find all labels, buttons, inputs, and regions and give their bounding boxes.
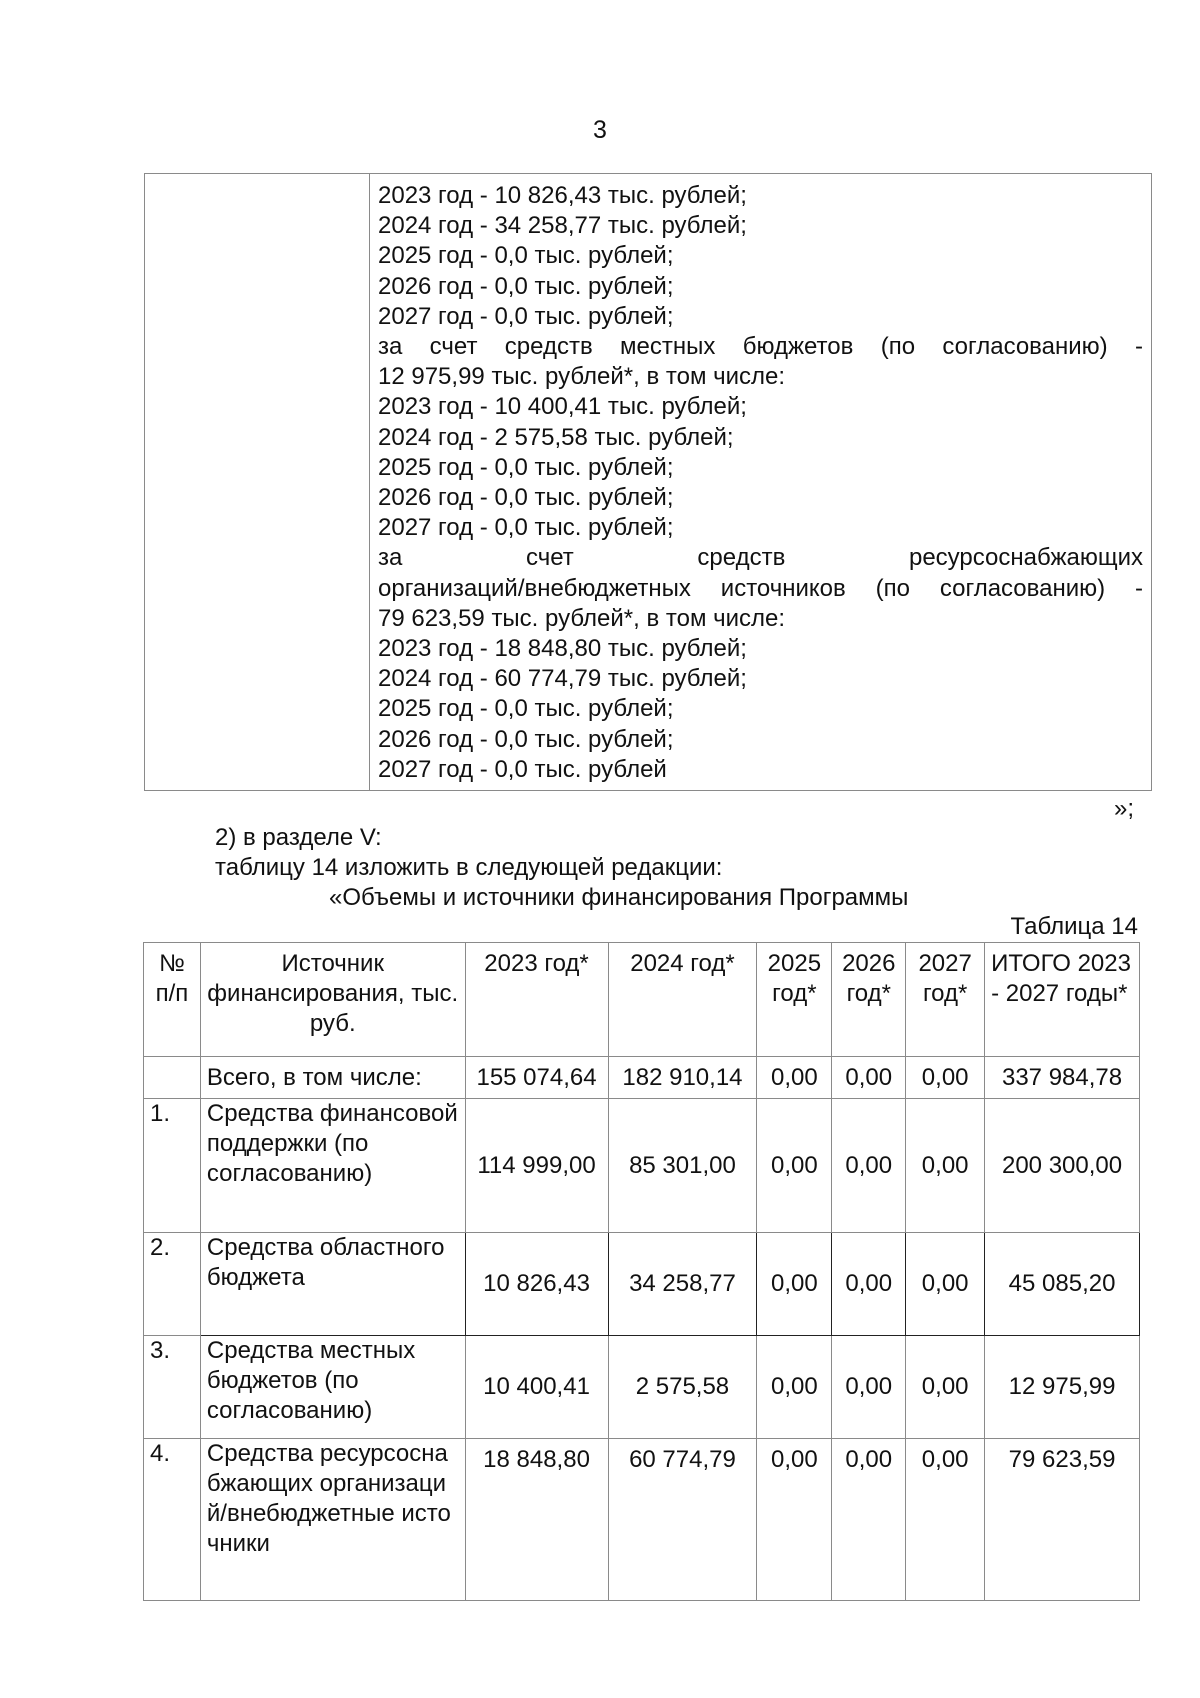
value-2027: 0,00 xyxy=(906,1099,985,1233)
breakdown-line: 79 623,59 тыс. рублей*, в том числе: xyxy=(378,604,786,632)
value-2025: 0,00 xyxy=(757,1439,832,1601)
breakdown-line: 2027 год - 0,0 тыс. рублей; xyxy=(378,302,674,330)
financing-table xyxy=(143,942,1140,1601)
row-number: 4. xyxy=(144,1439,201,1601)
instruction-line: таблицу 14 изложить в следующей редакции: xyxy=(215,854,723,881)
section-line: 2) в разделе V: xyxy=(215,824,382,851)
row-number: 3. xyxy=(144,1336,201,1439)
value-2023: 10 826,43 xyxy=(465,1233,608,1336)
breakdown-line: 2024 год - 60 774,79 тыс. рублей; xyxy=(378,665,747,693)
header-2026: 2026 год* xyxy=(832,943,906,1057)
row-source: Средства ресурсоснабжающих организаций/внебюджетные источники xyxy=(200,1439,465,1601)
value-2027: 0,00 xyxy=(906,1057,985,1099)
table-header-row xyxy=(144,943,1140,1057)
row-number: 2. xyxy=(144,1233,201,1336)
value-total: 79 623,59 xyxy=(985,1439,1140,1601)
breakdown-line: 2024 год - 2 575,58 тыс. рублей; xyxy=(378,423,734,451)
row-number: 1. xyxy=(144,1099,201,1233)
breakdown-line: 2023 год - 10 400,41 тыс. рублей; xyxy=(378,393,747,421)
value-total: 337 984,78 xyxy=(985,1057,1140,1099)
breakdown-line: 2025 год - 0,0 тыс. рублей; xyxy=(378,242,674,270)
value-total: 45 085,20 xyxy=(985,1233,1140,1336)
breakdown-line: 2027 год - 0,0 тыс. рублей; xyxy=(378,514,674,542)
value-2024: 2 575,58 xyxy=(608,1336,757,1439)
breakdown-line: за счет средств ресурсоснабжающих xyxy=(378,544,1143,572)
value-2027: 0,00 xyxy=(906,1233,985,1336)
value-2025: 0,00 xyxy=(757,1336,832,1439)
value-2026: 0,00 xyxy=(832,1057,906,1099)
value-2023: 18 848,80 xyxy=(465,1439,608,1601)
header-total: ИТОГО 2023 - 2027 годы* xyxy=(985,943,1140,1057)
header-2024: 2024 год* xyxy=(608,943,757,1057)
value-2025: 0,00 xyxy=(757,1099,832,1233)
row-source: Средства финансовой поддержки (по согласованию) xyxy=(200,1099,465,1233)
value-2023: 155 074,64 xyxy=(465,1057,608,1099)
row-source: Всего, в том числе: xyxy=(200,1057,465,1099)
table-title: «Объемы и источники финансирования Программы xyxy=(329,884,909,911)
value-2024: 85 301,00 xyxy=(608,1099,757,1233)
breakdown-line: 2023 год - 18 848,80 тыс. рублей; xyxy=(378,635,747,663)
breakdown-line: 2026 год - 0,0 тыс. рублей; xyxy=(378,725,674,753)
value-2026: 0,00 xyxy=(832,1233,906,1336)
breakdown-line: 2027 год - 0,0 тыс. рублей xyxy=(378,755,667,783)
breakdown-line: 12 975,99 тыс. рублей*, в том числе: xyxy=(378,363,786,391)
value-2025: 0,00 xyxy=(757,1233,832,1336)
value-total: 200 300,00 xyxy=(985,1099,1140,1233)
value-2026: 0,00 xyxy=(832,1439,906,1601)
value-2025: 0,00 xyxy=(757,1057,832,1099)
value-2026: 0,00 xyxy=(832,1336,906,1439)
empty-label-cell xyxy=(145,174,370,791)
header-2023: 2023 год* xyxy=(465,943,608,1057)
table-row xyxy=(144,1233,1140,1336)
value-2023: 114 999,00 xyxy=(465,1099,608,1233)
header-source: Источник финансирования, тыс. руб. xyxy=(200,943,465,1057)
breakdown-line: 2024 год - 34 258,77 тыс. рублей; xyxy=(378,212,747,240)
row-source: Средства областного бюджета xyxy=(200,1233,465,1336)
row-source: Средства местных бюджетов (по согласованию) xyxy=(200,1336,465,1439)
breakdown-line: 2023 год - 10 826,43 тыс. рублей; xyxy=(378,182,747,209)
table-row xyxy=(144,1057,1140,1099)
funding-breakdown-cell xyxy=(370,174,1152,791)
breakdown-line: 2025 год - 0,0 тыс. рублей; xyxy=(378,695,674,723)
closing-quote: »; xyxy=(1114,795,1135,822)
breakdown-line: за счет средств местных бюджетов (по согласованию) - xyxy=(378,333,1143,361)
table-row xyxy=(144,1439,1140,1601)
value-2027: 0,00 xyxy=(906,1336,985,1439)
table-row xyxy=(144,1336,1140,1439)
value-2024: 182 910,14 xyxy=(608,1057,757,1099)
value-2027: 0,00 xyxy=(906,1439,985,1601)
breakdown-line: 2025 год - 0,0 тыс. рублей; xyxy=(378,453,674,481)
table-caption: Таблица 14 xyxy=(1010,913,1138,940)
table-row xyxy=(144,1099,1140,1233)
value-total: 12 975,99 xyxy=(985,1336,1140,1439)
breakdown-line: организаций/внебюджетных источников (по согласованию) - xyxy=(378,574,1143,602)
row-number xyxy=(144,1057,201,1099)
value-2026: 0,00 xyxy=(832,1099,906,1233)
header-2025: 2025 год* xyxy=(757,943,832,1057)
continuation-table xyxy=(144,173,1152,791)
breakdown-line: 2026 год - 0,0 тыс. рублей; xyxy=(378,272,674,300)
breakdown-line: 2026 год - 0,0 тыс. рублей; xyxy=(378,484,674,512)
header-2027: 2027 год* xyxy=(906,943,985,1057)
value-2024: 34 258,77 xyxy=(608,1233,757,1336)
value-2024: 60 774,79 xyxy=(608,1439,757,1601)
value-2023: 10 400,41 xyxy=(465,1336,608,1439)
header-number: № п/п xyxy=(144,943,201,1057)
page-number: 3 xyxy=(593,116,607,144)
